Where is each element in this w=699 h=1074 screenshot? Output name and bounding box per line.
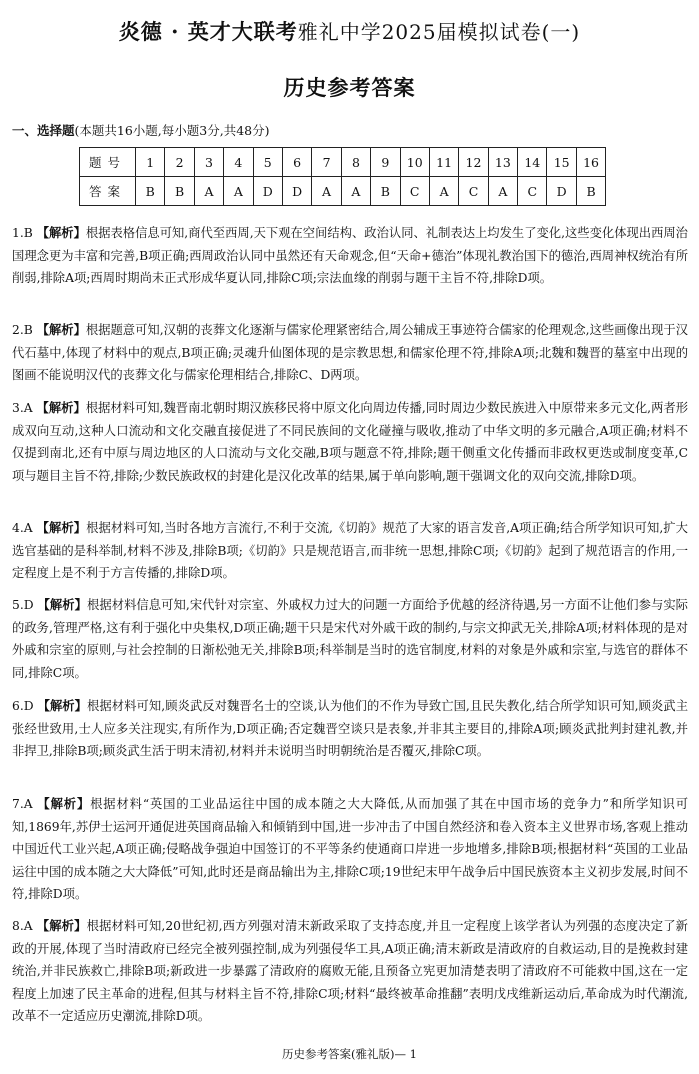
page-footer: 历史参考答案(雅礼版)— 1 — [282, 1047, 417, 1061]
item-number: 8.A — [12, 919, 33, 933]
question-number: 2 — [165, 148, 194, 177]
question-number: 15 — [547, 148, 576, 177]
question-number: 7 — [312, 148, 341, 177]
item-number: 4.A — [12, 521, 33, 535]
item-text: 根据材料“英国的工业品运往中国的成本随之大大降低,从而加强了其在中国市场的竞争力”和所学知识可知,1869年,苏伊士运河开通促进英国商品输入和倾销到中国,进一步冲击了中国自然经济和卷入资本主义世界市场,客观上推动中国近代工业兴起,A项正确;侵略战争强迫中国签订的不平等条约使通商口岸进一步地增多,排除B项;根据材料“英国的工业品运往中国的成本随之大大降低”可知,此时还是商品输出为主,排除C项;19世纪末甲午战争后中国民族资本主义初步发展,时间不符,排除D项。 — [12, 797, 688, 901]
explanation-item-1 — [12, 222, 688, 290]
item-text: 根据表格信息可知,商代至西周,天下观在空间结构、政治认同、礼制表达上均发生了变化,这些变化体现出西周治国理念更为丰富和完善,B项正确;西周政治认同中虽然还有天命观念,但“天命+德治”体现礼教治国下的德治,西周神权统治有所削弱,排除A项;西周时期尚未正式形成华夏认同,排除C项;宗法血缘的削弱与题干主旨不符,排除D项。 — [12, 226, 688, 285]
explanation-item-5 — [12, 594, 688, 684]
explanation-item-6 — [12, 695, 688, 763]
item-number: 1.B — [12, 226, 33, 240]
question-number: 13 — [488, 148, 517, 177]
question-number: 16 — [576, 148, 605, 177]
answer-cell: D — [547, 177, 576, 206]
explanation-item-3 — [12, 397, 688, 487]
question-number: 3 — [194, 148, 223, 177]
question-number: 9 — [371, 148, 400, 177]
section-note: (本题共16小题,每小题3分,共48分) — [74, 123, 270, 138]
answer-cell: A — [194, 177, 223, 206]
answer-row — [80, 177, 606, 206]
explanation-item-7 — [12, 793, 688, 906]
section-label: 一、选择题 — [12, 123, 75, 138]
answer-cell: B — [576, 177, 605, 206]
item-text: 根据材料信息可知,宋代针对宗室、外戚权力过大的问题一方面给予优越的经济待遇,另一方面不让他们参与实际的政务,管理严格,这有利于强化中央集权,D项正确;题干只是宋代对外戚干政的制约,与宗文抑武无关,排除A项;材料体现的是对外戚和宗室的原则,与社会控制的日渐松弛无关,排除B项;科举制是当时的选官制度,材料的对象是外戚和宗室,与选官的群体不同,排除C项。 — [12, 598, 688, 680]
exam-title: 雅礼中学2025届模拟试卷(一) — [297, 20, 581, 44]
row-header-number: 题号 — [80, 148, 136, 177]
answer-cell: C — [459, 177, 488, 206]
answer-cell: B — [136, 177, 165, 206]
question-number: 12 — [459, 148, 488, 177]
explanation-item-4 — [12, 517, 688, 585]
answer-cell: D — [282, 177, 311, 206]
answer-cell: A — [429, 177, 458, 206]
item-text: 根据材料可知,当时各地方言流行,不利于交流,《切韵》规范了大家的语言发音,A项正确;结合所学知识可知,扩大选官基础的是科举制,材料不涉及,排除B项;《切韵》只是规范语言,而非统一思想,排除C项;《切韵》起到了规范语言的作用,一定程度上是不利于方言传播的,排除D项。 — [12, 521, 688, 580]
answer-table — [79, 147, 606, 206]
item-number: 5.D — [12, 598, 34, 612]
question-number-row — [80, 148, 606, 177]
row-header-answer: 答案 — [80, 177, 136, 206]
question-number: 5 — [253, 148, 282, 177]
item-number: 7.A — [12, 797, 33, 811]
question-number: 8 — [341, 148, 370, 177]
answer-cell: D — [253, 177, 282, 206]
answer-cell: C — [518, 177, 547, 206]
answer-cell: B — [165, 177, 194, 206]
question-number: 14 — [518, 148, 547, 177]
item-number: 2.B — [12, 323, 33, 337]
exam-header — [0, 16, 699, 46]
explanation-item-8 — [12, 915, 688, 1028]
analysis-tag: 【解析】 — [37, 796, 91, 811]
item-text: 根据材料可知,顾炎武反对魏晋名士的空谈,认为他们的不作为导致亡国,且民失教化,结合所学知识可知,顾炎武主张经世致用,士人应多关注现实,有所作为,D项正确;否定魏晋空谈只是表象,并非其主要目的,排除A项;顾炎武批判封建礼教,并非捍卫,排除B项;顾炎武生活于明末清初,材料并未说明当时明朝统治是否覆灭,排除C项。 — [12, 699, 688, 758]
item-number: 3.A — [12, 401, 33, 415]
question-number: 4 — [224, 148, 253, 177]
document-title: 历史参考答案 — [283, 75, 416, 100]
analysis-tag: 【解析】 — [37, 698, 88, 713]
analysis-tag: 【解析】 — [36, 322, 86, 337]
answer-cell: C — [400, 177, 429, 206]
answer-cell: A — [312, 177, 341, 206]
question-number: 1 — [136, 148, 165, 177]
answer-cell: A — [341, 177, 370, 206]
analysis-tag: 【解析】 — [36, 225, 86, 240]
item-text: 根据材料可知,20世纪初,西方列强对清末新政采取了支持态度,并且一定程度上该学者认为列强的态度决定了新政的开展,体现了当时清政府已经完全被列强控制,成为列强侵华工具,A项正确;清末新政是清政府的自救运动,目的是挽救封建统治,并非民族救亡,排除B项;新政进一步暴露了清政府的腐败无能,且预备立宪更加清楚表明了清政府不可能救中国,这在一定程度上加速了民主革命的进程,但其与材料主旨不符,排除C项;材料“最终被革命推翻”表明戊戌维新运动后,革命成为时代潮流,改革不一定适应历史潮流,排除D项。 — [12, 919, 688, 1023]
answer-cell: B — [371, 177, 400, 206]
answer-cell: A — [224, 177, 253, 206]
section-heading — [12, 121, 269, 139]
answer-cell: A — [488, 177, 517, 206]
explanation-item-2 — [12, 319, 688, 387]
item-text: 根据题意可知,汉朝的丧葬文化逐渐与儒家伦理紧密结合,周公辅成王事迹符合儒家的伦理观念,这些画像出现于汉代石墓中,体现了材料中的观点,B项正确;灵魂升仙图体现的是宗教思想,和儒家伦理不符,排除A项;北魏和魏晋的墓室中出现的图画不能说明汉代的丧葬文化与儒家伦理相结合,排除C、D两项。 — [12, 323, 688, 382]
brand-name: 炎德 · 英才大联考 — [118, 19, 298, 44]
analysis-tag: 【解析】 — [36, 400, 86, 415]
question-number: 11 — [429, 148, 458, 177]
analysis-tag: 【解析】 — [36, 918, 87, 933]
question-number: 10 — [400, 148, 429, 177]
analysis-tag: 【解析】 — [37, 597, 87, 612]
item-text: 根据材料可知,魏晋南北朝时期汉族移民将中原文化向周边传播,同时周边少数民族进入中原带来多元文化,两者形成双向互动,这种人口流动和文化交融直接促进了不同民族间的文化碰撞与吸收,推动了中华文明的多元融合,A项正确;材料不仅提到南北,还有中原与周边地区的人口流动与文化交融,B项与题意不符,排除;题干侧重文化传播而非政权更迭或制度变革,C项与题目主旨不符,排除;少数民族政权的封建化是汉化改革的结果,属于单向影响,题干强调文化的双向交流,排除D项。 — [12, 401, 688, 483]
analysis-tag: 【解析】 — [36, 520, 87, 535]
question-number: 6 — [282, 148, 311, 177]
item-number: 6.D — [12, 699, 34, 713]
